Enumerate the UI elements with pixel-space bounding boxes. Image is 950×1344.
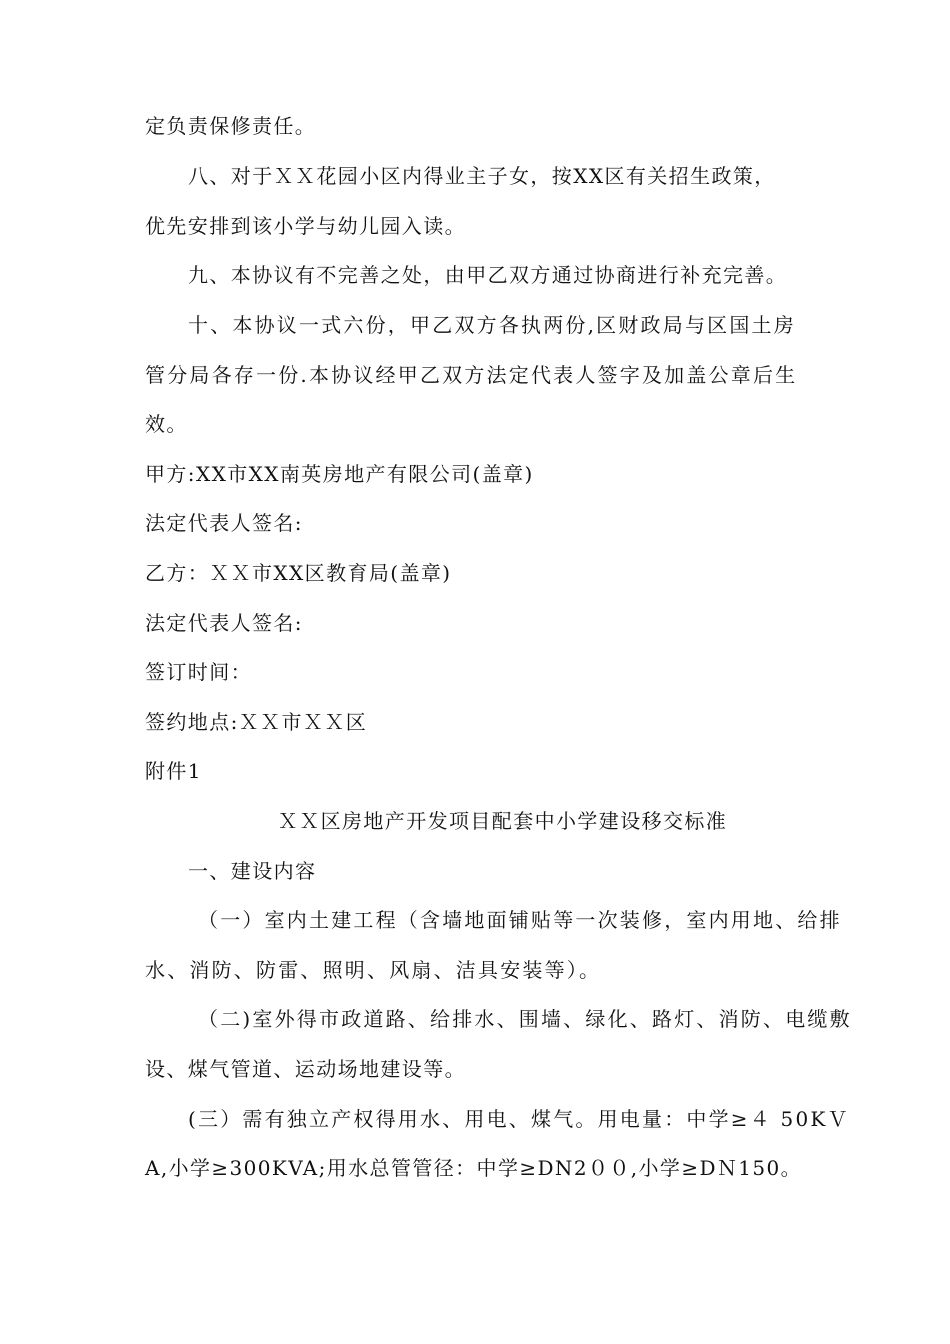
clause-8-line-2: 优先安排到该小学与幼儿园入读。	[145, 214, 466, 238]
item-1-line-2: 水、消防、防雷、照明、风扇、洁具安装等）。	[145, 958, 602, 982]
item-1-line-1: （一）室内土建工程（含墙地面铺贴等一次装修，室内用地、给排	[198, 908, 842, 932]
item-2-line-2: 设、煤气管道、运动场地建设等。	[145, 1057, 466, 1081]
clause-10-line-1: 十、本协议一式六份，甲乙双方各执两份,区财政局与区国土房	[188, 313, 796, 337]
paragraph-line-1: 定负责保修责任。	[145, 114, 317, 138]
item-3-line-2: A,小学≥300KVA;用水总管管径：中学≥DN2００,小学≥DＮ150。	[145, 1156, 803, 1180]
signing-date: 签订时间：	[145, 660, 252, 684]
party-a-signature: 法定代表人签名:	[145, 511, 303, 535]
section-heading: 一、建设内容	[188, 859, 317, 883]
item-3-line-1: (三）需有独立产权得用水、用电、煤气。用电量：中学≥４ 50KＶ	[188, 1107, 850, 1131]
party-b-signature: 法定代表人签名:	[145, 611, 303, 635]
clause-9: 九、本协议有不完善之处，由甲乙双方通过协商进行补充完善。	[188, 263, 788, 287]
party-a: 甲方:XX市XX南英房地产有限公司(盖章)	[145, 462, 534, 486]
signing-place: 签约地点:ＸＸ市ＸＸ区	[145, 710, 368, 734]
clause-8-line-1: 八、对于ＸＸ花园小区内得业主子女，按XX区有关招生政策，	[188, 164, 776, 188]
attachment-label: 附件1	[145, 759, 202, 783]
party-b: 乙方：ＸＸ市XX区教育局(盖章)	[145, 561, 452, 585]
clause-10-line-2: 管分局各存一份.本协议经甲乙双方法定代表人签字及加盖公章后生	[145, 363, 798, 387]
item-2-line-1: （二)室外得市政道路、给排水、围墙、绿化、路灯、消防、电缆敷	[198, 1007, 852, 1031]
attachment-title: ＸＸ区房地产开发项目配套中小学建设移交标准	[277, 809, 728, 833]
clause-10-line-3: 效。	[145, 412, 188, 436]
